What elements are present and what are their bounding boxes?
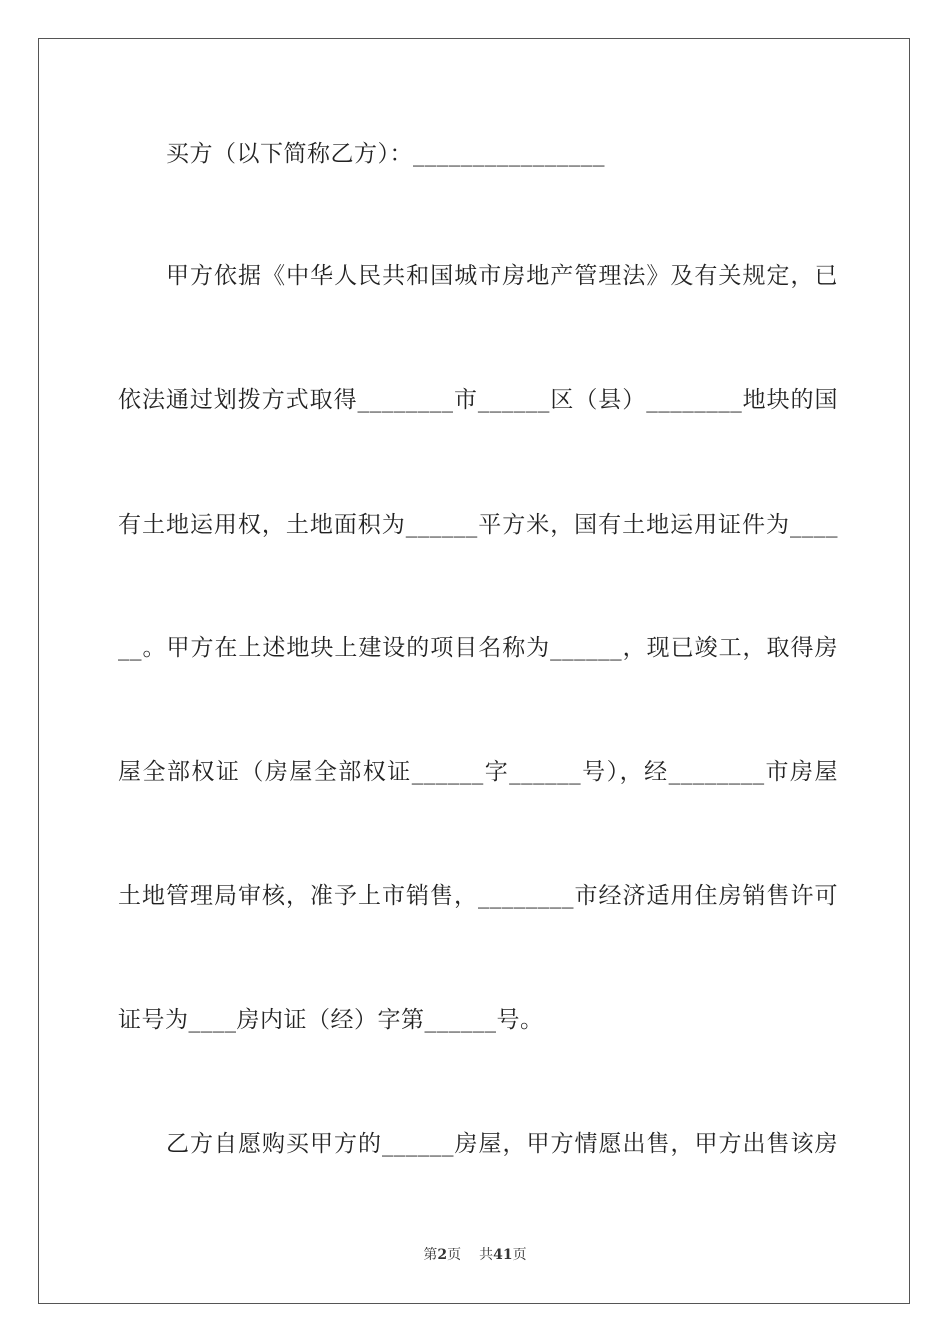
doc-line: 有土地运用权，土地面积为______平方米，国有土地运用证件为____: [118, 512, 838, 538]
footer-page-prefix: 第: [423, 1247, 438, 1263]
doc-line-buyer: 买方（以下简称乙方）：________________: [166, 141, 605, 167]
doc-line: 屋全部权证（房屋全部权证______字______号），经________市房屋: [118, 759, 838, 785]
footer-page-suffix: 页: [447, 1247, 462, 1263]
page-footer: [0, 1244, 950, 1264]
footer-total-prefix: 共: [479, 1247, 494, 1263]
footer-total-suffix: 页: [512, 1247, 527, 1263]
doc-line: 乙方自愿购买甲方的______房屋，甲方情愿出售，甲方出售该房: [166, 1131, 838, 1157]
doc-line: 证号为____房内证（经）字第______号。: [118, 1007, 544, 1033]
doc-line: 依法通过划拨方式取得________市______区（县）________地块的国: [118, 387, 838, 413]
page-frame: [38, 38, 910, 1304]
doc-line: 土地管理局审核，准予上市销售，________市经济适用住房销售许可: [118, 883, 838, 909]
doc-line: 甲方依据《中华人民共和国城市房地产管理法》及有关规定，已: [166, 263, 838, 289]
doc-line: __。甲方在上述地块上建设的项目名称为______，现已竣工，取得房: [118, 635, 838, 661]
footer-total-pages: 41: [493, 1247, 513, 1263]
footer-page-number: 2: [437, 1247, 448, 1263]
